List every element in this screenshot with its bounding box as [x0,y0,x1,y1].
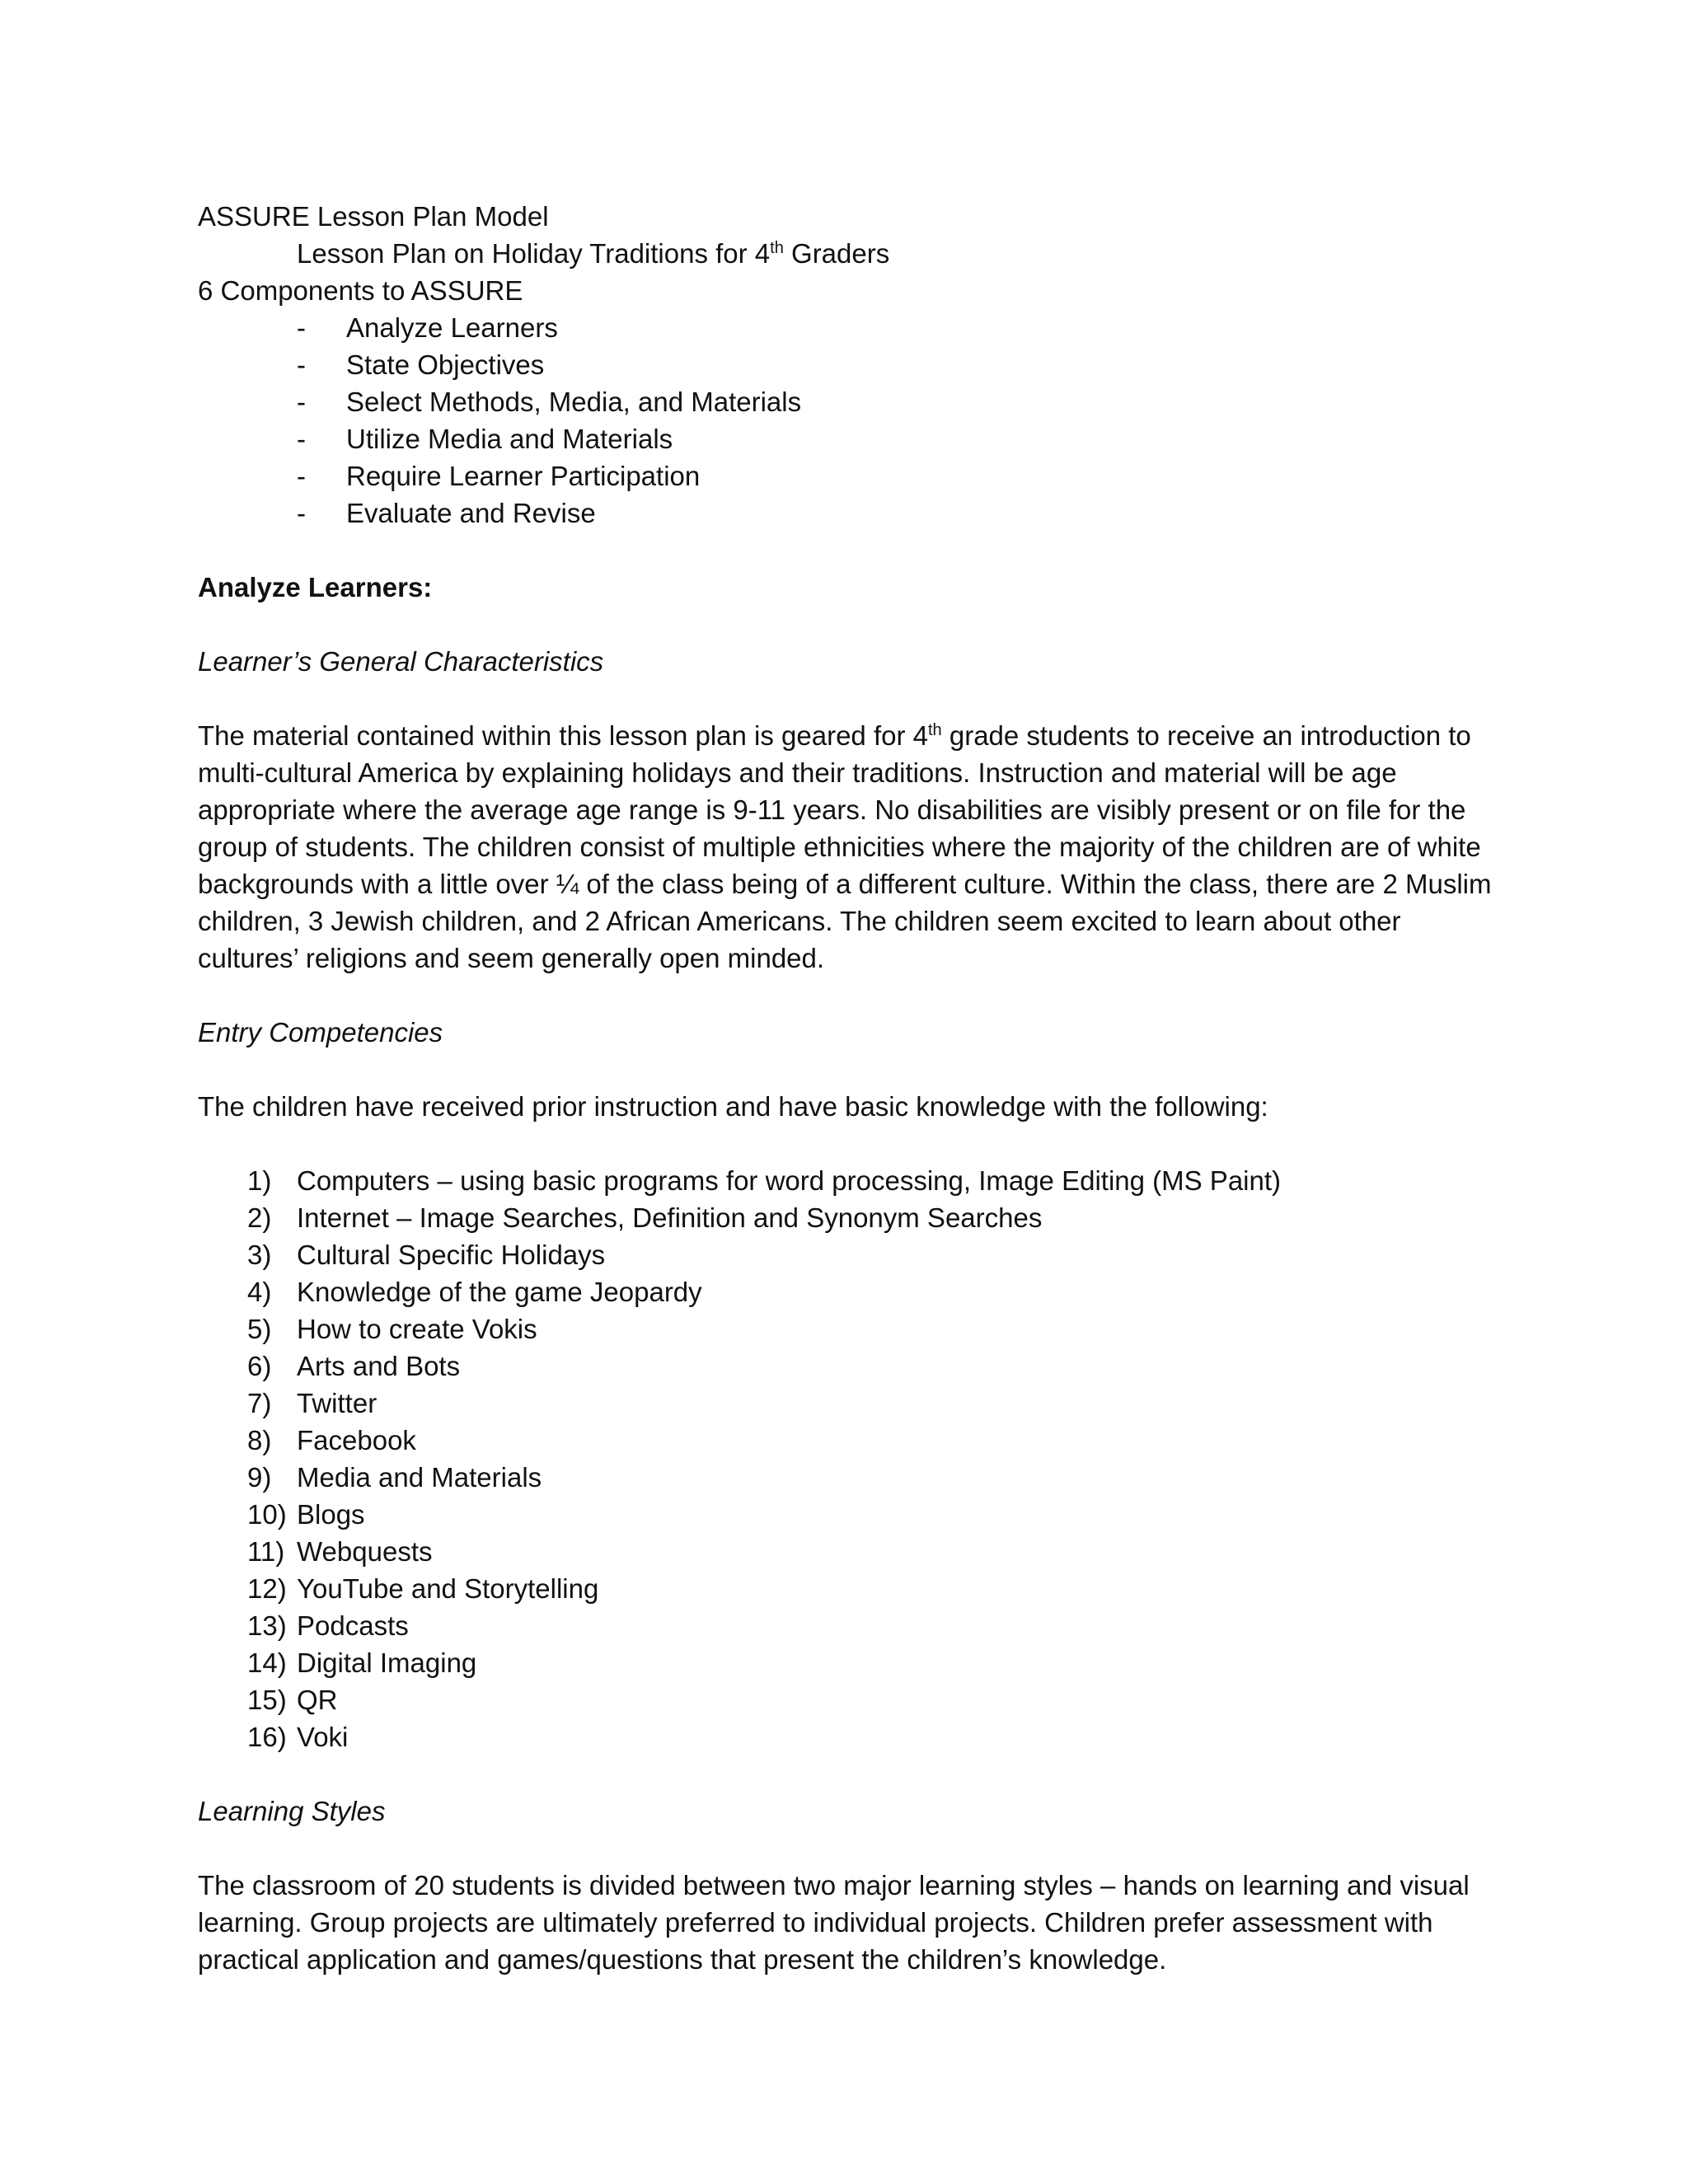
list-item [198,1718,1500,1755]
list-item-number: 9) [247,1462,272,1493]
list-item-text: Media and Materials [297,1462,542,1493]
list-item [198,1459,1500,1496]
bullet-dash: - [297,312,306,343]
list-item-number: 12) [247,1573,287,1604]
list-item-number: 1) [247,1165,272,1196]
list-item [198,1681,1500,1718]
list-item-text: Internet – Image Searches, Definition and Synonym Searches [297,1202,1043,1233]
list-item-text: Digital Imaging [297,1647,477,1678]
list-item-text: Analyze Learners [346,312,558,343]
list-item [198,1496,1500,1533]
list-item-number: 8) [247,1425,272,1455]
list-item-text: How to create Vokis [297,1314,537,1344]
list-item-text: Arts and Bots [297,1351,461,1381]
paragraph-ordinal-suffix: th [928,721,942,739]
list-item-text: State Objectives [346,349,545,380]
competencies-list [198,1162,1500,1755]
components-list [198,309,1500,532]
list-item [198,1310,1500,1347]
list-item [198,1273,1500,1310]
components-heading: 6 Components to ASSURE [198,275,523,306]
list-item-text: Blogs [297,1499,365,1530]
list-item-number: 16) [247,1722,287,1752]
spacer [198,680,1500,717]
spacer [198,1830,1500,1867]
section-heading-analyze-learners: Analyze Learners: [198,572,433,602]
spacer [198,1051,1500,1088]
bullet-dash: - [297,498,306,528]
list-item-text: Evaluate and Revise [346,498,596,528]
list-item-text: Facebook [297,1425,416,1455]
list-item [198,420,1500,457]
spacer [198,1125,1500,1162]
list-item-text: Twitter [297,1388,377,1418]
list-item [198,1422,1500,1459]
list-item [198,1347,1500,1385]
list-item [198,383,1500,420]
bullet-dash: - [297,424,306,454]
spacer [198,1755,1500,1793]
paragraph-entry-competencies: The children have received prior instruction and have basic knowledge with the following: [198,1091,1268,1122]
list-item-number: 2) [247,1202,272,1233]
document-subtitle [198,235,1500,272]
list-item-number: 3) [247,1240,272,1270]
list-item [198,494,1500,532]
list-item-text: Utilize Media and Materials [346,424,673,454]
spacer [198,532,1500,569]
list-item-text: YouTube and Storytelling [297,1573,599,1604]
paragraph-text-end: grade students to receive an introduction to multi-cultural America by explaining holidays and their traditions. Instruction and material will be age appropriate where the average age range is 9-11 years. No disabilities are visibly present or on file for the group of students. The children consist of multiple ethnicities where the majority of the children are of white backgrounds with a little over ¼ of the class being of a different culture. Within the class, there are 2 Muslim children, 3 Jewish children, and 2 African Americans. The children seem excited to learn about other cultures’ religions and seem generally open minded. [198,720,1492,973]
list-item [198,1199,1500,1236]
bullet-dash: - [297,349,306,380]
list-item-number: 4) [247,1277,272,1307]
list-item-text: Cultural Specific Holidays [297,1240,606,1270]
list-item [198,1644,1500,1681]
spacer [198,977,1500,1014]
subtitle-text-end: Graders [783,238,890,269]
list-item-text: QR [297,1685,338,1715]
paragraph-general-characteristics [198,717,1500,977]
subheading-entry-competencies: Entry Competencies [198,1017,443,1047]
list-item [198,346,1500,383]
list-item-text: Voki [297,1722,349,1752]
list-item-text: Require Learner Participation [346,461,701,491]
list-item-text: Computers – using basic programs for word processing, Image Editing (MS Paint) [297,1165,1282,1196]
list-item-number: 14) [247,1647,287,1678]
subtitle-ordinal-suffix: th [770,239,784,257]
list-item-text: Webquests [297,1536,433,1567]
list-item-number: 15) [247,1685,287,1715]
subtitle-text-start: Lesson Plan on Holiday Traditions for 4 [297,238,771,269]
subheading-learning-styles: Learning Styles [198,1796,386,1826]
list-item [198,1607,1500,1644]
subheading-general-characteristics: Learner’s General Characteristics [198,646,604,677]
list-item [198,1385,1500,1422]
list-item [198,1162,1500,1199]
paragraph-learning-styles: The classroom of 20 students is divided between two major learning styles – hands on learning and visual learning. Group projects are ultimately preferred to individual projects. Children prefer assessment with practical application and games/questions that present the children’s knowledge. [198,1870,1470,1975]
list-item [198,309,1500,346]
paragraph-text-start: The material contained within this lesson plan is geared for 4 [198,720,928,751]
bullet-dash: - [297,387,306,417]
document-title: ASSURE Lesson Plan Model [198,201,549,232]
list-item [198,1570,1500,1607]
list-item-number: 13) [247,1610,287,1641]
list-item [198,1236,1500,1273]
list-item-number: 11) [247,1536,285,1567]
list-item-number: 7) [247,1388,272,1418]
list-item [198,1533,1500,1570]
list-item-number: 10) [247,1499,287,1530]
spacer [198,606,1500,643]
list-item-text: Podcasts [297,1610,409,1641]
list-item-number: 6) [247,1351,272,1381]
list-item [198,457,1500,494]
list-item-text: Select Methods, Media, and Materials [346,387,802,417]
bullet-dash: - [297,461,306,491]
document-page [198,198,1500,1978]
list-item-text: Knowledge of the game Jeopardy [297,1277,702,1307]
list-item-number: 5) [247,1314,272,1344]
